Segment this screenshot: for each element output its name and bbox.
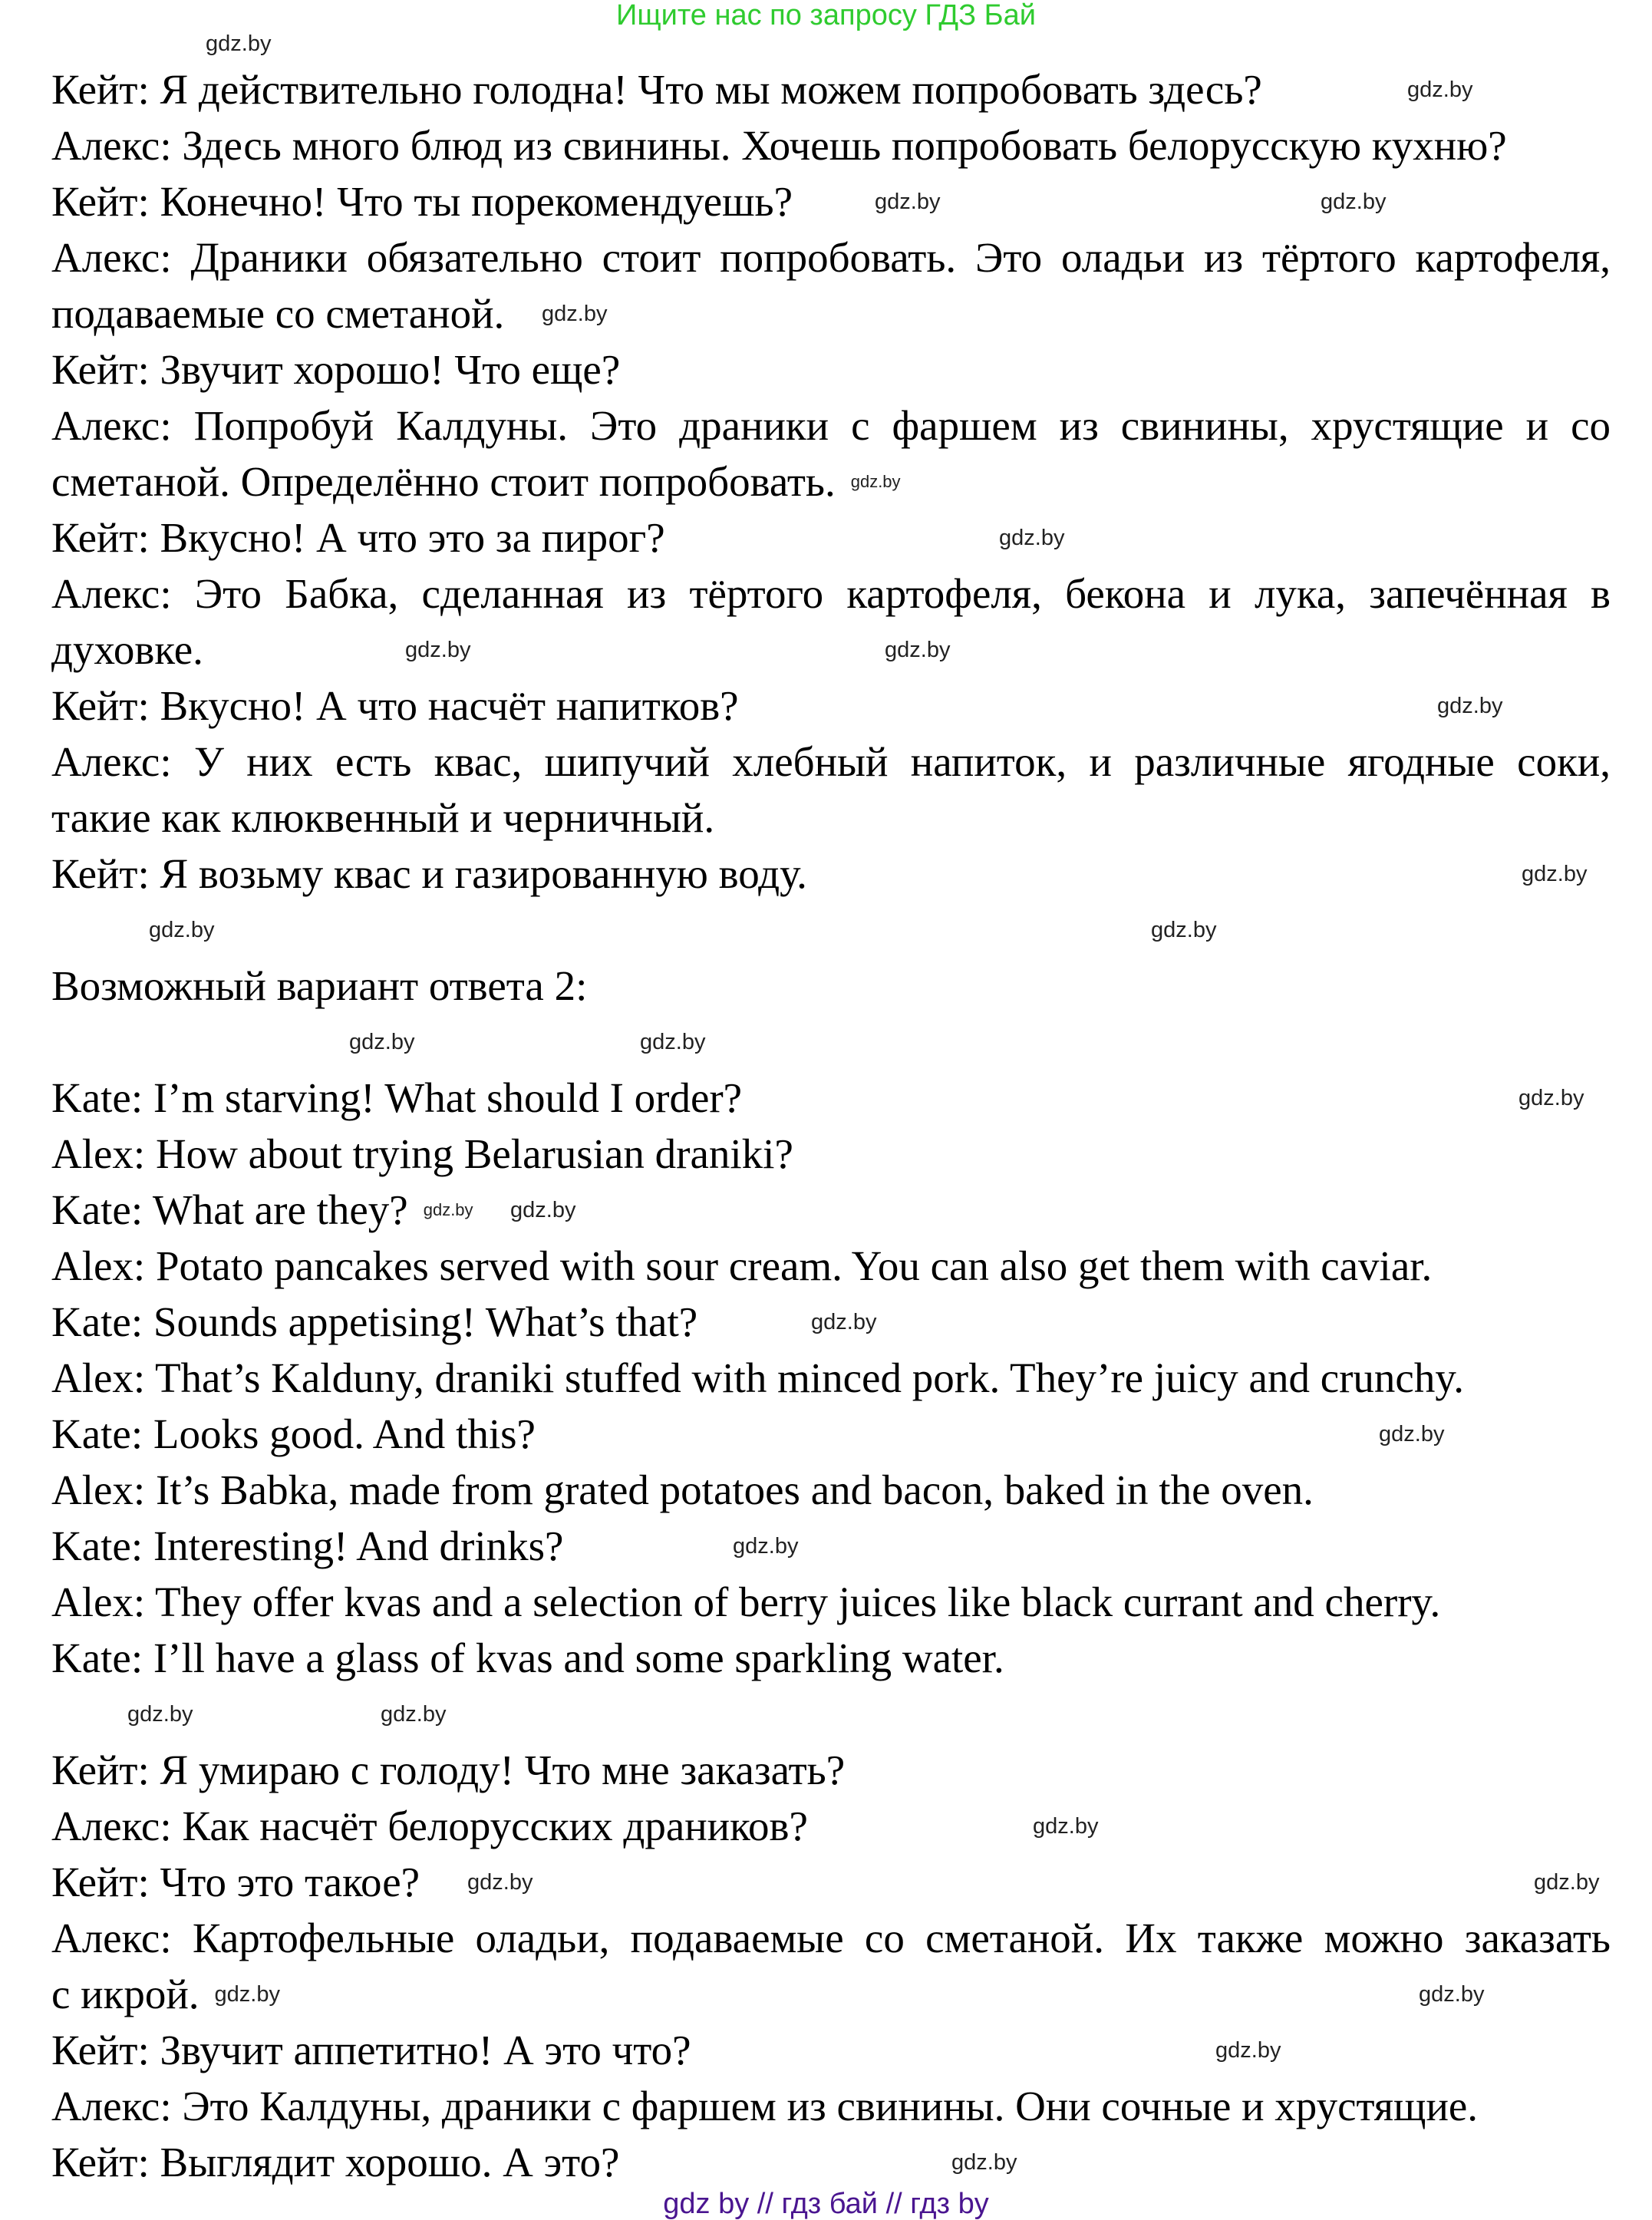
gdz-watermark: gdz.by xyxy=(405,638,471,662)
dialogue-line xyxy=(51,285,1611,341)
gdz-watermark: gdz.by xyxy=(206,31,272,56)
dialogue-line xyxy=(51,790,1611,846)
dialogue-line xyxy=(51,1070,1611,1126)
dialogue-line-text: Алекс: Это Бабка, сделанная из тёртого картофеля, бекона и лука, запечённая в xyxy=(51,570,1611,617)
dialogue-line xyxy=(51,622,1611,678)
search-promo-banner: Ищите нас по запросу ГДЗ Бай xyxy=(616,0,1036,31)
gdz-watermark: gdz.by xyxy=(1151,918,1217,942)
dialogue-line xyxy=(51,1182,1611,1238)
gdz-watermark: gdz.by xyxy=(811,1310,877,1334)
dialogue-line-text: Алекс: Здесь много блюд из свинины. Хочешь попробовать белорусскую кухню? xyxy=(51,122,1507,169)
gdz-watermark: gdz.by xyxy=(1379,1422,1445,1446)
gdz-watermark: gdz.by xyxy=(1407,78,1473,102)
dialogue-line xyxy=(51,1126,1611,1182)
dialogue-line xyxy=(51,1406,1611,1462)
dialogue-line-text: Алекс: Драники обязательно стоит попробовать. Это оладьи из тёртого картофеля, xyxy=(51,234,1611,281)
dialogue-line xyxy=(51,229,1611,285)
dialogue-line xyxy=(51,117,1611,173)
dialogue-line xyxy=(51,678,1611,734)
gdz-watermark: gdz.by xyxy=(1215,2038,1281,2063)
dialogue-line-text: Kate: What are they? xyxy=(51,1186,408,1233)
gdz-watermark: gdz.by xyxy=(1437,694,1503,718)
gdz-watermark: gdz.by xyxy=(1419,1982,1485,2007)
dialogue-line-text: Кейт: Звучит аппетитно! А это что? xyxy=(51,2027,691,2073)
dialogue-line-text: такие как клюквенный и черничный. xyxy=(51,794,715,841)
gdz-watermark: gdz.by xyxy=(733,1534,799,1559)
gdz-watermark: gdz.by xyxy=(1321,190,1387,214)
blank-line xyxy=(51,1014,1611,1070)
dialogue-line xyxy=(51,1742,1611,1798)
dialogue-line-text: Алекс: Попробуй Калдуны. Это драники с фаршем из свинины, хрустящие и со xyxy=(51,402,1611,449)
dialogue-line-text: Алекс: Как насчёт белорусских драников? xyxy=(51,1803,808,1849)
gdz-watermark: gdz.by xyxy=(1518,1086,1584,1110)
dialogue-line-text: Алекс: Картофельные оладьи, подаваемые со сметаной. Их также можно заказать xyxy=(51,1915,1611,1961)
dialogue-line xyxy=(51,2134,1611,2190)
dialogue-line-text: Алекс: У них есть квас, шипучий хлебный напиток, и различные ягодные соки, xyxy=(51,738,1611,785)
dialogue-line-text: Кейт: Конечно! Что ты порекомендуешь? xyxy=(51,178,793,225)
dialogue-line-text: Alex: They offer kvas and a selection of berry juices like black currant and cherry. xyxy=(51,1578,1441,1625)
gdz-watermark: gdz.by xyxy=(149,918,215,942)
gdz-watermark: gdz.by xyxy=(1033,1814,1099,1839)
gdz-watermark: gdz.by xyxy=(423,1200,473,1219)
dialogue-line-text: Kate: Interesting! And drinks? xyxy=(51,1522,564,1569)
dialogue-line xyxy=(51,1238,1611,1294)
dialogue-line xyxy=(51,958,1611,1014)
dialogue-line xyxy=(51,1518,1611,1574)
dialogue-line-text: Кейт: Я умираю с голоду! Что мне заказать? xyxy=(51,1747,846,1793)
gdz-watermark: gdz.by xyxy=(875,190,941,214)
dialogue-line xyxy=(51,341,1611,397)
dialogue-line xyxy=(51,397,1611,454)
dialogue-line-text: Kate: I’ll have a glass of kvas and some sparkling water. xyxy=(51,1634,1004,1681)
dialogue-line-text: Кейт: Звучит хорошо! Что еще? xyxy=(51,346,621,393)
dialogue-line xyxy=(51,510,1611,566)
dialogue-line-text: Кейт: Что это такое? xyxy=(51,1859,420,1905)
dialogue-line-text: подаваемые со сметаной. xyxy=(51,290,505,337)
gdz-watermark: gdz.by xyxy=(510,1198,576,1222)
dialogue-line-text: Кейт: Я возьму квас и газированную воду. xyxy=(51,850,807,897)
dialogue-line-text: Возможный вариант ответа 2: xyxy=(51,962,588,1009)
gdz-watermark: gdz.by xyxy=(349,1030,415,1054)
dialogue-line-text: Кейт: Вкусно! А что насчёт напитков? xyxy=(51,682,739,729)
dialogue-line xyxy=(51,566,1611,622)
dialogue-line-text: Kate: Looks good. And this? xyxy=(51,1410,536,1457)
dialogue-line xyxy=(51,734,1611,790)
gdz-watermark: gdz.by xyxy=(381,1702,447,1727)
dialogue-line-text: с икрой. xyxy=(51,1971,199,2017)
gdz-watermark: gdz.by xyxy=(1522,862,1588,886)
dialogue-line xyxy=(51,1854,1611,1910)
dialogue-line-text: Кейт: Я действительно голодна! Что мы можем попробовать здесь? xyxy=(51,66,1262,113)
dialogue-line-text: Кейт: Выглядит хорошо. А это? xyxy=(51,2139,620,2185)
dialogue-line-text: Alex: It’s Babka, made from grated potatoes and bacon, baked in the oven. xyxy=(51,1466,1314,1513)
dialogue-line-text: Kate: I’m starving! What should I order? xyxy=(51,1074,743,1121)
dialogue-line-text: духовке. xyxy=(51,626,203,673)
gdz-watermark: gdz.by xyxy=(640,1030,706,1054)
gdz-watermark: gdz.by xyxy=(951,2150,1017,2175)
dialogue-line xyxy=(51,1630,1611,1686)
gdz-watermark: gdz.by xyxy=(1534,1870,1600,1895)
dialogue-text xyxy=(51,61,1611,2190)
dialogue-line-text: Кейт: Вкусно! А что это за пирог? xyxy=(51,514,665,561)
dialogue-line xyxy=(51,1966,1611,2022)
dialogue-line xyxy=(51,61,1611,117)
dialogue-line xyxy=(51,1798,1611,1854)
gdz-watermark: gdz.by xyxy=(885,638,951,662)
dialogue-line xyxy=(51,1910,1611,1966)
dialogue-line xyxy=(51,1574,1611,1630)
dialogue-line-text: Alex: How about trying Belarusian draniki? xyxy=(51,1130,793,1177)
dialogue-line xyxy=(51,454,1611,510)
gdz-watermark: gdz.by xyxy=(214,1982,280,2007)
dialogue-line xyxy=(51,1350,1611,1406)
dialogue-line-text: сметаной. Определённо стоит попробовать. xyxy=(51,458,836,505)
gdz-watermark: gdz.by xyxy=(542,302,608,326)
dialogue-line-text: Kate: Sounds appetising! What’s that? xyxy=(51,1298,698,1345)
dialogue-line xyxy=(51,846,1611,902)
gdz-watermark: gdz.by xyxy=(127,1702,193,1727)
blank-line xyxy=(51,1686,1611,1742)
dialogue-line xyxy=(51,1462,1611,1518)
footer-links[interactable]: gdz by // гдз бай // гдз by xyxy=(663,2188,989,2220)
blank-line xyxy=(51,902,1611,958)
gdz-watermark: gdz.by xyxy=(999,526,1065,550)
dialogue-line-text: Alex: That’s Kalduny, draniki stuffed with minced pork. They’re juicy and crunchy. xyxy=(51,1354,1465,1401)
gdz-watermark: gdz.by xyxy=(850,472,901,491)
dialogue-line-text: Алекс: Это Калдуны, драники с фаршем из свинины. Они сочные и хрустящие. xyxy=(51,2083,1479,2129)
gdz-watermark: gdz.by xyxy=(467,1870,533,1895)
dialogue-line-text: Alex: Potato pancakes served with sour cream. You can also get them with caviar. xyxy=(51,1242,1433,1289)
dialogue-line xyxy=(51,2022,1611,2078)
dialogue-line xyxy=(51,2078,1611,2134)
